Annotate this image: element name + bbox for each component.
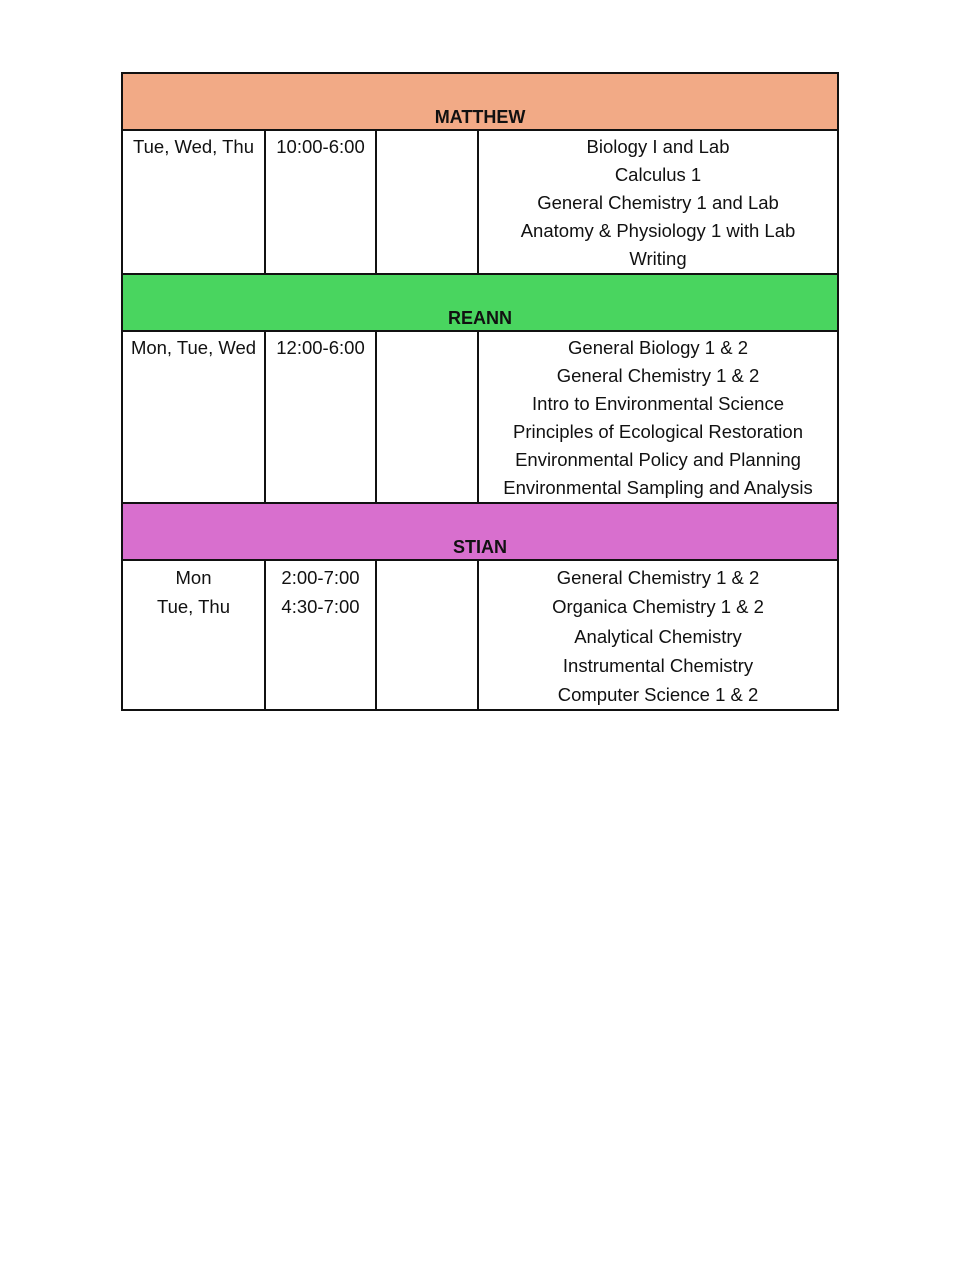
course-item: Instrumental Chemistry: [562, 654, 754, 676]
times-cell: [265, 130, 376, 274]
days-text: Tue, Wed, Thu: [133, 136, 254, 157]
tutor-schedule-table: [121, 72, 839, 711]
course-item: Analytical Chemistry: [574, 625, 742, 647]
course-item: General Chemistry 1 & 2: [556, 567, 760, 588]
courses-cell: [478, 331, 838, 503]
days-cell: [122, 130, 265, 274]
course-item: Computer Science 1 & 2: [557, 684, 759, 706]
section-header-row: [122, 274, 838, 331]
times-cell: [265, 331, 376, 503]
course-item: General Biology 1 & 2: [568, 337, 748, 358]
times-text: 12:00-6:00: [276, 337, 365, 358]
times-cell: [265, 560, 376, 710]
times-text: 10:00-6:00: [276, 136, 365, 157]
course-item: Organica Chemistry 1 & 2: [552, 596, 764, 618]
tutor-name-matthew: MATTHEW: [122, 73, 838, 130]
course-item: Anatomy & Physiology 1 with Lab: [520, 220, 796, 241]
course-item: General Chemistry 1 and Lab: [537, 192, 779, 213]
course-item: Environmental Policy and Planning: [515, 449, 801, 470]
course-item: General Chemistry 1 & 2: [556, 365, 760, 386]
tutor-name-stian: STIAN: [122, 503, 838, 560]
days-cell: [122, 560, 265, 710]
course-item: Calculus 1: [614, 164, 702, 185]
times-text: 2:00-7:00: [281, 567, 360, 588]
course-item: Biology I and Lab: [586, 136, 730, 157]
empty-cell: [376, 331, 478, 503]
course-item: Intro to Environmental Science: [532, 393, 784, 414]
courses-cell: [478, 130, 838, 274]
section-header-row: [122, 503, 838, 560]
section-header-row: [122, 73, 838, 130]
course-item: Principles of Ecological Restoration: [513, 421, 803, 442]
tutor-row-matthew: [122, 130, 838, 274]
empty-cell: [376, 560, 478, 710]
courses-cell: [478, 560, 838, 710]
days-text: Tue, Thu: [156, 596, 230, 618]
days-text: Mon: [175, 567, 212, 588]
days-text: Mon, Tue, Wed: [130, 337, 257, 358]
empty-cell: [376, 130, 478, 274]
days-cell: [122, 331, 265, 503]
tutor-name-reann: REANN: [122, 274, 838, 331]
course-item: Writing: [629, 248, 687, 269]
course-item: Environmental Sampling and Analysis: [503, 477, 813, 498]
times-text: 4:30-7:00: [281, 596, 360, 618]
tutor-row-stian: [122, 560, 838, 710]
tutor-row-reann: [122, 331, 838, 503]
